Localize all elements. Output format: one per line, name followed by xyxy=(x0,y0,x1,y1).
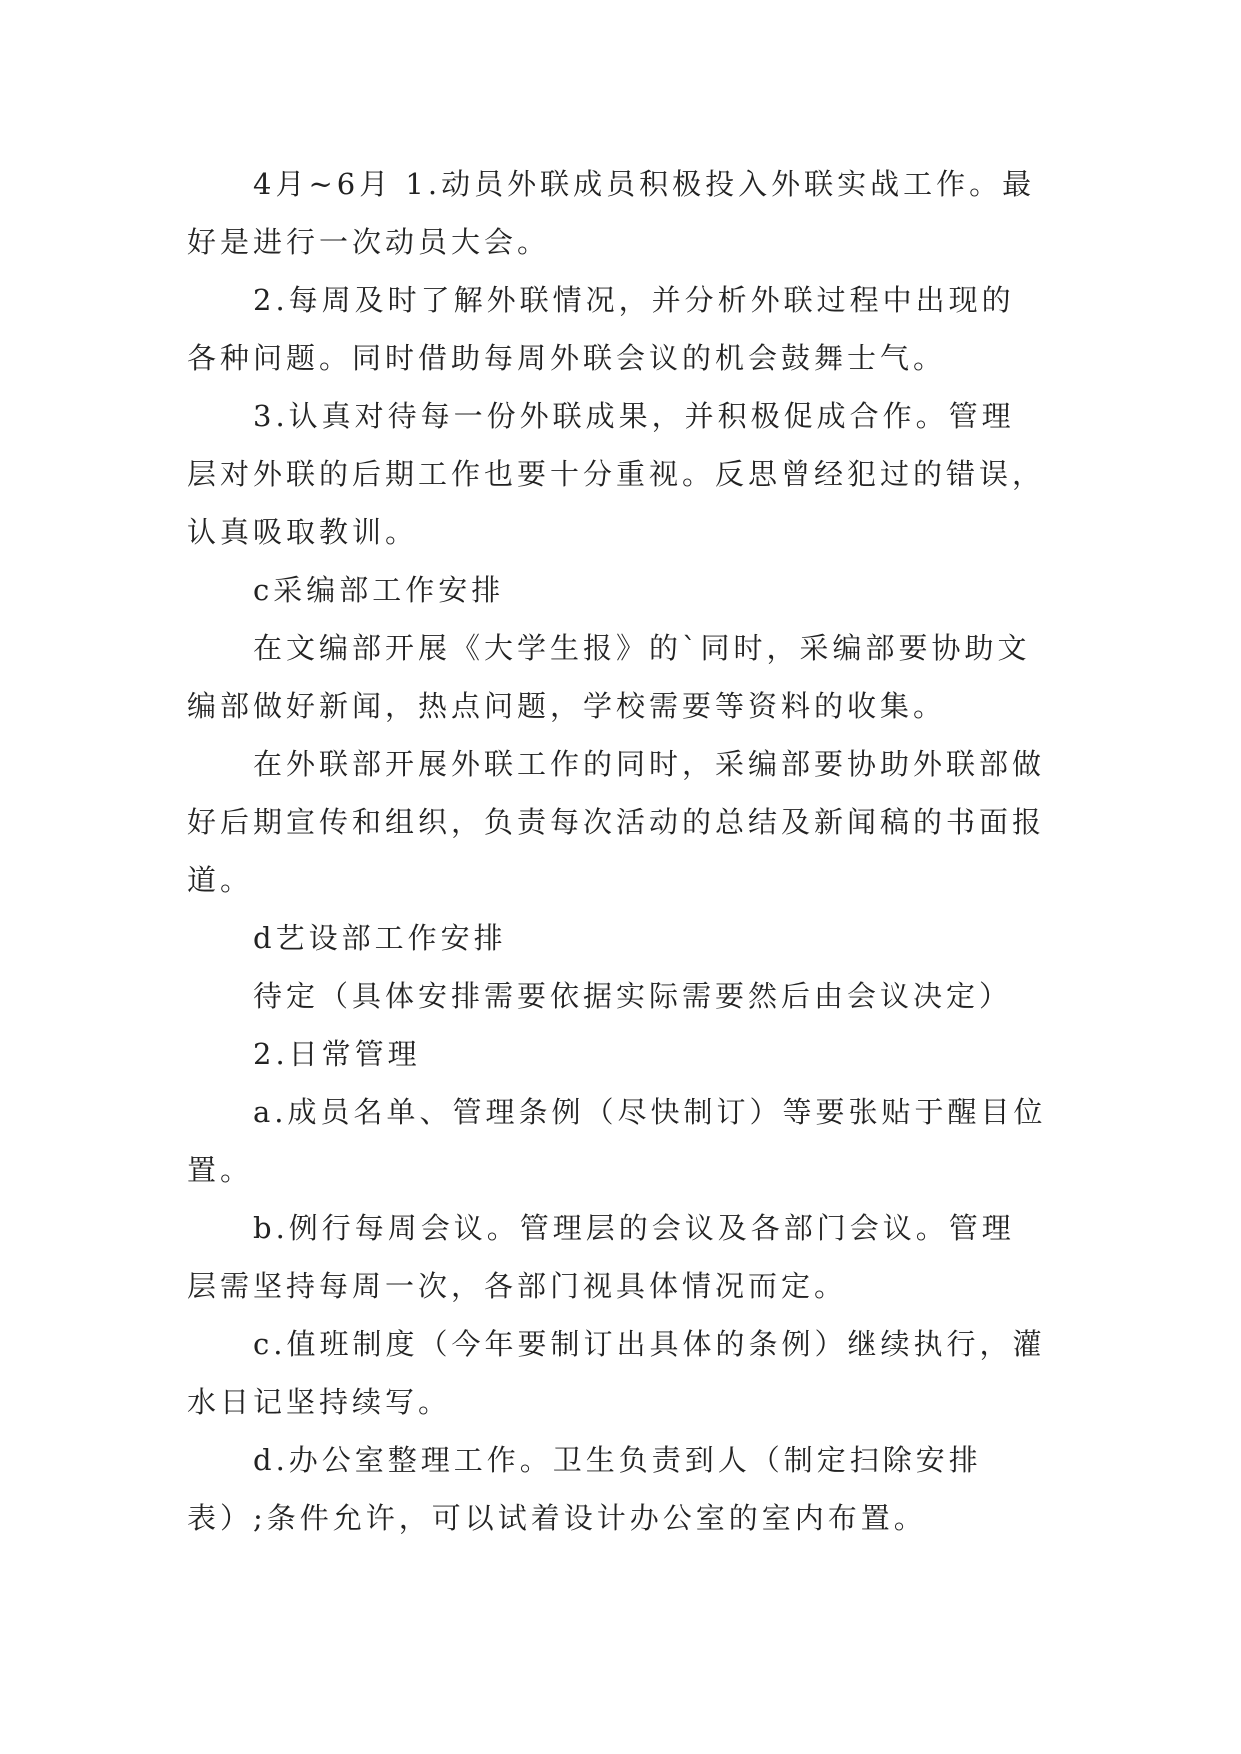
section-heading: c采编部工作安排 xyxy=(253,573,505,607)
paragraph: 在文编部开展《大学生报》的`同时，采编部要协助文编部做好新闻，热点问题，学校需要等资料的收集。 xyxy=(187,631,1031,723)
paragraph: b.例行每周会议。管理层的会议及各部门会议。管理层需坚持每周一次，各部门视具体情况而定。 xyxy=(187,1211,1015,1303)
paragraph: 在外联部开展外联工作的同时，采编部要协助外联部做好后期宣传和组织，负责每次活动的总结及新闻稿的书面报道。 xyxy=(187,747,1046,897)
paragraph: d.办公室整理工作。卫生负责到人（制定扫除安排表）;条件允许，可以试着设计办公室的室内布置。 xyxy=(187,1443,982,1535)
section-heading: 2.日常管理 xyxy=(253,1037,421,1071)
paragraph: 待定（具体安排需要依据实际需要然后由会议决定） xyxy=(253,979,1013,1013)
paragraph: a.成员名单、管理条例（尽快制订）等要张贴于醒目位置。 xyxy=(187,1095,1047,1187)
paragraph: 4月~6月 1.动员外联成员积极投入外联实战工作。最好是进行一次动员大会。 xyxy=(187,167,1036,259)
section-heading: d艺设部工作安排 xyxy=(253,921,507,955)
paragraph: 3.认真对待每一份外联成果，并积极促成合作。管理层对外联的后期工作也要十分重视。反思曾经犯过的错误，认真吸取教训。 xyxy=(187,399,1046,549)
document-body xyxy=(187,155,1047,1547)
paragraph: 2.每周及时了解外联情况，并分析外联过程中出现的各种问题。同时借助每周外联会议的机会鼓舞士气。 xyxy=(187,283,1015,375)
paragraph: c.值班制度（今年要制订出具体的条例）继续执行，灌水日记坚持续写。 xyxy=(187,1327,1046,1419)
